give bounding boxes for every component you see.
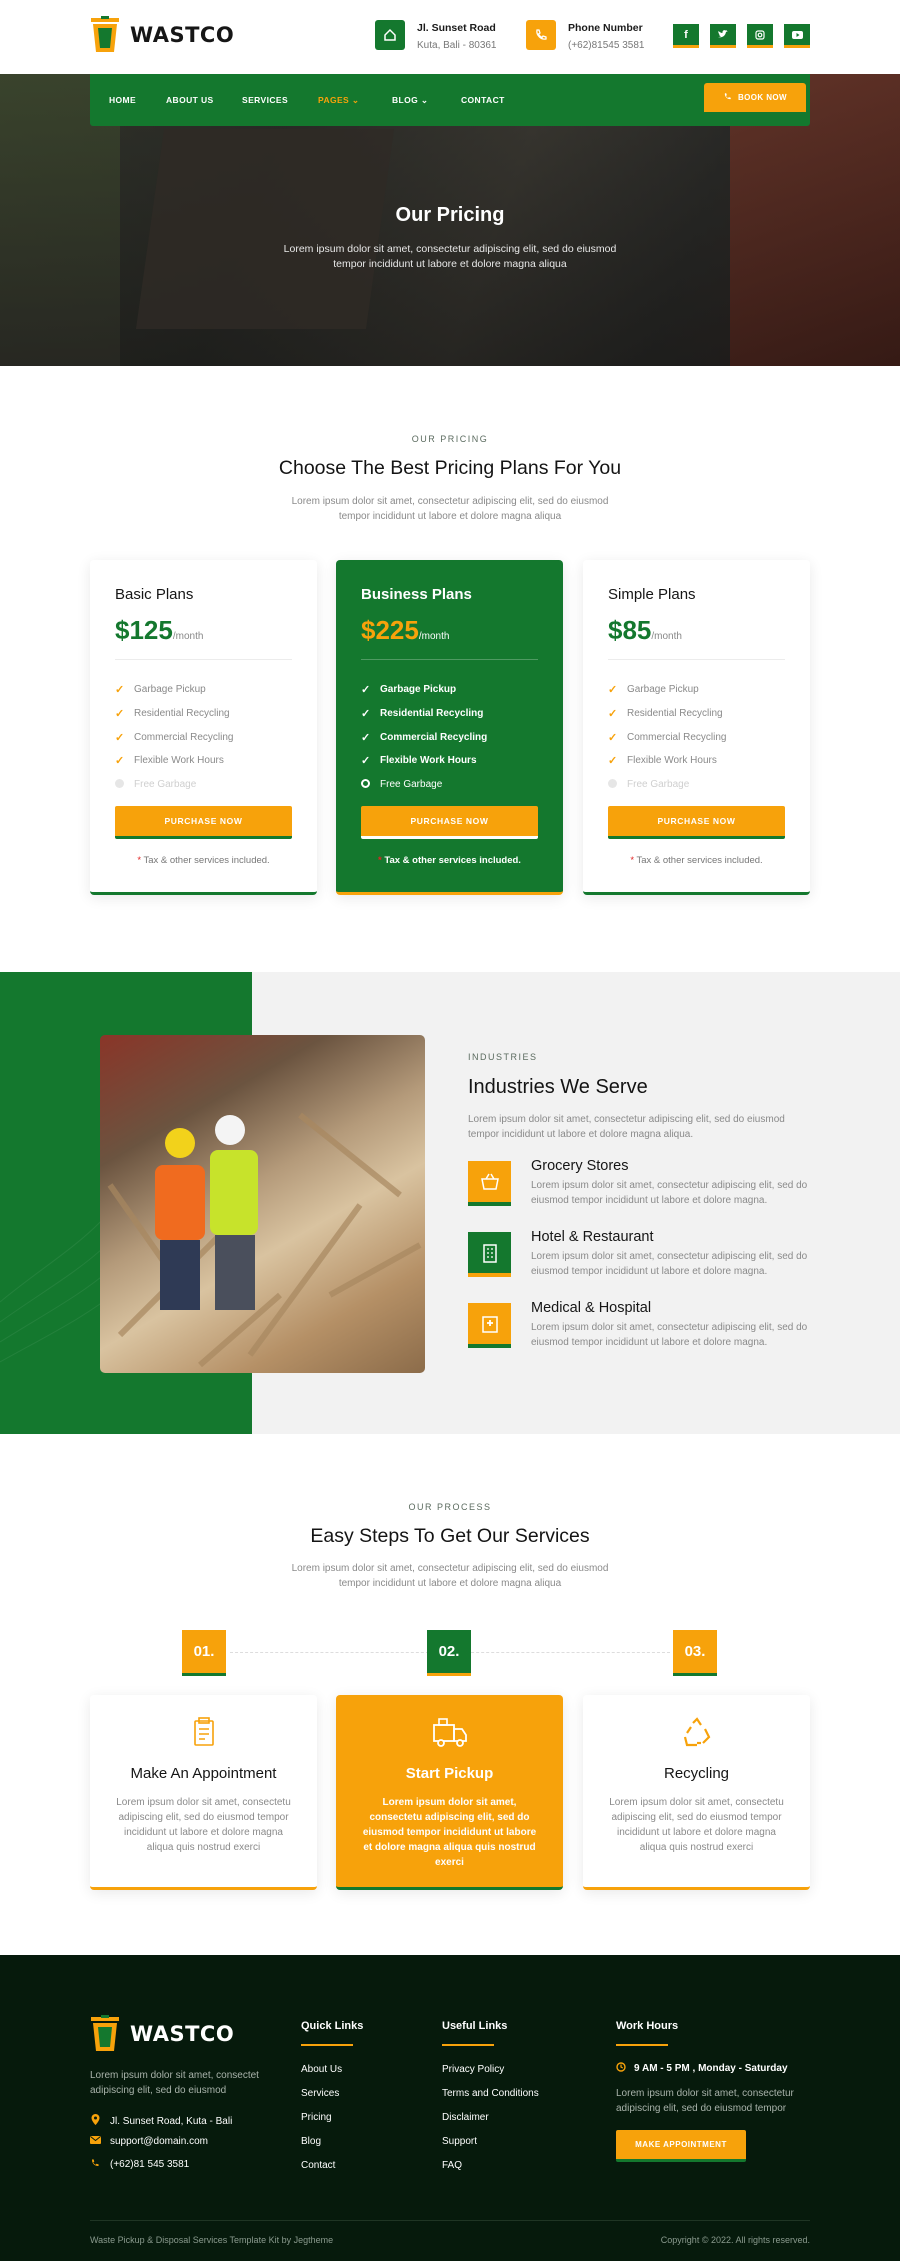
pricing-eyebrow: OUR PRICING bbox=[411, 434, 489, 444]
step-desc: Lorem ipsum dolor sit amet, consectetu adipiscing elit, sed do eiusmod tempor incididunt ut labore et dolore magna aliqua quis nostrud exerci bbox=[362, 1797, 537, 1868]
plan-feature bbox=[361, 749, 487, 773]
purchase-button[interactable]: PURCHASE NOW bbox=[361, 806, 538, 839]
check-icon: ✓ bbox=[361, 708, 371, 721]
pricing-heading: Choose The Best Pricing Plans For You bbox=[278, 457, 622, 479]
building-icon bbox=[468, 1232, 511, 1277]
address-sub: Kuta, Bali - 80361 bbox=[417, 40, 497, 51]
plan-note-text: Tax & other services included. bbox=[143, 855, 270, 866]
footer-divider bbox=[90, 2220, 810, 2221]
step-number: 01. bbox=[182, 1630, 226, 1676]
footer-email-text: support@domain.com bbox=[110, 2136, 208, 2147]
footer-link-support[interactable]: Support bbox=[442, 2136, 478, 2147]
divider bbox=[608, 659, 785, 660]
footer-link-faq[interactable]: FAQ bbox=[442, 2160, 463, 2171]
plan-feature-label: Free Garbage bbox=[134, 779, 197, 791]
nav-contact[interactable]: CONTACT bbox=[461, 95, 505, 105]
plan-price-period: /month bbox=[418, 631, 450, 642]
plan-feature-disabled bbox=[608, 773, 726, 797]
plan-feature-label: Residential Recycling bbox=[134, 708, 230, 720]
industry-item bbox=[468, 1158, 808, 1210]
check-icon: ✓ bbox=[115, 684, 125, 697]
footer-description: Lorem ipsum dolor sit amet, consectet adipiscing elit, sed do eiusmod bbox=[90, 2070, 259, 2096]
step-desc: Lorem ipsum dolor sit amet, consectetu adipiscing elit, sed do eiusmod tempor incididunt ut labore et dolore magna aliqua quis nostrud exerci bbox=[116, 1797, 291, 1853]
pricing-card-business bbox=[336, 560, 563, 895]
nav-pages-label: PAGES bbox=[318, 95, 350, 105]
nav-about[interactable]: ABOUT US bbox=[166, 95, 214, 105]
footer-address bbox=[90, 2114, 232, 2128]
make-appointment-button[interactable]: MAKE APPOINTMENT bbox=[616, 2130, 746, 2162]
instagram-icon[interactable] bbox=[747, 24, 773, 48]
youtube-icon[interactable] bbox=[784, 24, 810, 48]
footer-link-blog[interactable]: Blog bbox=[301, 2136, 322, 2147]
main-nav bbox=[90, 74, 810, 126]
plan-price bbox=[361, 615, 449, 646]
pricing-lead: Lorem ipsum dolor sit amet, consectetur adipiscing elit, sed do eiusmod tempor incididunt ut labore et dolore magna aliqua bbox=[291, 496, 609, 522]
purchase-button[interactable]: PURCHASE NOW bbox=[608, 806, 785, 839]
check-icon: ✓ bbox=[608, 684, 618, 697]
asterisk: * bbox=[630, 855, 635, 866]
brand-logo[interactable] bbox=[90, 16, 234, 54]
plan-price-value: $125 bbox=[115, 615, 173, 645]
book-now-label: BOOK NOW bbox=[738, 93, 787, 102]
industries-heading: Industries We Serve bbox=[468, 1076, 648, 1098]
plan-features bbox=[115, 678, 233, 796]
brand-name: WASTCO bbox=[130, 23, 235, 47]
garbage-truck-icon bbox=[336, 1717, 563, 1749]
plan-feature-label: Flexible Work Hours bbox=[134, 755, 224, 767]
plan-feature bbox=[115, 725, 233, 749]
plan-price bbox=[608, 615, 682, 646]
step-title: Start Pickup bbox=[405, 1765, 494, 1782]
phone-icon bbox=[90, 2158, 100, 2171]
nav-blog[interactable] bbox=[392, 95, 428, 106]
phone-icon bbox=[526, 20, 556, 50]
work-hours-title: Work Hours bbox=[616, 2020, 679, 2032]
circle-icon bbox=[608, 779, 618, 791]
plan-price-period: /month bbox=[172, 631, 204, 642]
footer-phone-text: (+62)81 545 3581 bbox=[110, 2159, 190, 2170]
footer-email[interactable] bbox=[90, 2136, 208, 2147]
twitter-icon[interactable] bbox=[710, 24, 736, 48]
check-icon: ✓ bbox=[608, 708, 618, 721]
plan-feature bbox=[361, 725, 487, 749]
useful-links-title: Useful Links bbox=[442, 2020, 508, 2032]
address-title: Jl. Sunset Road bbox=[417, 22, 496, 34]
check-icon: ✓ bbox=[608, 731, 618, 744]
industry-title: Medical & Hospital bbox=[531, 1300, 652, 1316]
step-card bbox=[336, 1695, 563, 1890]
plan-feature bbox=[115, 678, 233, 702]
check-icon: ✓ bbox=[115, 708, 125, 721]
mail-icon bbox=[90, 2136, 100, 2147]
title-underline bbox=[442, 2044, 494, 2046]
process-lead: Lorem ipsum dolor sit amet, consectetur adipiscing elit, sed do eiusmod tempor incididunt ut labore et dolore magna aliqua bbox=[291, 1563, 609, 1589]
plan-feature bbox=[608, 702, 726, 726]
plan-price-period: /month bbox=[651, 631, 682, 642]
divider bbox=[115, 659, 292, 660]
plan-note bbox=[90, 855, 317, 866]
work-hours bbox=[616, 2062, 788, 2075]
step-number: 03. bbox=[673, 1630, 717, 1676]
home-icon bbox=[375, 20, 405, 50]
circle-icon bbox=[115, 779, 125, 791]
brand-name: WASTCO bbox=[130, 2022, 235, 2046]
workers-photo bbox=[100, 1035, 425, 1373]
plan-feature bbox=[608, 725, 726, 749]
step-card bbox=[90, 1695, 317, 1890]
plan-note-text: Tax & other services included. bbox=[636, 855, 763, 866]
footer-link-services[interactable]: Services bbox=[301, 2088, 340, 2099]
bin-logo-icon bbox=[90, 16, 120, 54]
appointment-icon bbox=[90, 1717, 317, 1749]
step-desc: Lorem ipsum dolor sit amet, consectetu adipiscing elit, sed do eiusmod tempor incididunt ut labore et dolore magna aliqua quis nostrud exerci bbox=[609, 1797, 784, 1853]
quick-links-title: Quick Links bbox=[301, 2020, 364, 2032]
hospital-icon bbox=[468, 1303, 511, 1348]
nav-blog-label: BLOG bbox=[392, 95, 419, 105]
facebook-icon[interactable]: f bbox=[673, 24, 699, 48]
nav-pages[interactable] bbox=[318, 95, 359, 106]
plan-feature bbox=[361, 678, 487, 702]
step-number: 02. bbox=[427, 1630, 471, 1676]
pricing-card-simple bbox=[583, 560, 810, 895]
recycle-icon bbox=[583, 1717, 810, 1749]
phone-sub[interactable]: (+62)81545 3581 bbox=[568, 40, 645, 51]
footer-link-contact[interactable]: Contact bbox=[301, 2160, 336, 2171]
industries-lead: Lorem ipsum dolor sit amet, consectetur adipiscing elit, sed do eiusmod tempor incididunt ut labore et dolore magna aliqua. bbox=[468, 1114, 785, 1140]
footer-link-about[interactable]: About Us bbox=[301, 2064, 343, 2075]
footer-phone[interactable] bbox=[90, 2158, 189, 2171]
circle-icon bbox=[361, 779, 371, 791]
plan-features bbox=[361, 678, 487, 796]
page-title: Our Pricing bbox=[395, 204, 505, 226]
chevron-down-icon: ⌄ bbox=[420, 95, 429, 105]
plan-feature bbox=[608, 678, 726, 702]
work-hours-text: 9 AM - 5 PM , Monday - Saturday bbox=[634, 2063, 788, 2074]
plan-feature-label: Flexible Work Hours bbox=[627, 755, 717, 767]
industry-desc: Lorem ipsum dolor sit amet, consectetur adipiscing elit, sed do eiusmod tempor incididunt ut labore et dolore magna. bbox=[531, 1180, 808, 1206]
shopping-basket-icon bbox=[468, 1161, 511, 1206]
check-icon: ✓ bbox=[608, 755, 618, 768]
top-bar bbox=[0, 0, 900, 74]
plan-feature-label: Residential Recycling bbox=[627, 708, 723, 720]
plan-feature-label: Commercial Recycling bbox=[134, 731, 234, 743]
industry-item bbox=[468, 1229, 808, 1281]
plan-feature bbox=[361, 702, 487, 726]
plan-feature-label: Garbage Pickup bbox=[134, 684, 206, 696]
footer-link-pricing[interactable]: Pricing bbox=[301, 2112, 332, 2123]
pricing-card-basic bbox=[90, 560, 317, 895]
check-icon: ✓ bbox=[361, 755, 371, 768]
plan-feature-label: Free Garbage bbox=[627, 779, 690, 791]
page-hero bbox=[0, 74, 900, 366]
divider bbox=[361, 659, 538, 660]
clock-icon bbox=[616, 2062, 626, 2075]
industry-desc: Lorem ipsum dolor sit amet, consectetur adipiscing elit, sed do eiusmod tempor incididunt ut labore et dolore magna. bbox=[531, 1322, 808, 1348]
asterisk: * bbox=[137, 855, 142, 866]
footer-link-disclaimer[interactable]: Disclaimer bbox=[442, 2112, 489, 2123]
step-title: Make An Appointment bbox=[130, 1765, 277, 1782]
site-footer bbox=[0, 1955, 900, 2261]
footer-copyright: Copyright © 2022. All rights reserved. bbox=[660, 2235, 810, 2245]
plan-feature-label: Garbage Pickup bbox=[380, 684, 457, 696]
asterisk: * bbox=[378, 855, 382, 866]
plan-feature-label: Residential Recycling bbox=[380, 708, 484, 720]
plan-feature-disabled bbox=[115, 773, 233, 797]
plan-feature bbox=[115, 749, 233, 773]
plan-note-text: Tax & other services included. bbox=[384, 855, 521, 866]
check-icon: ✓ bbox=[361, 684, 371, 697]
plan-note bbox=[583, 855, 810, 866]
header-address bbox=[375, 20, 497, 51]
plan-feature-label: Free Garbage bbox=[380, 779, 443, 791]
industry-title: Grocery Stores bbox=[531, 1158, 629, 1174]
social-links bbox=[673, 24, 810, 48]
book-now-button[interactable] bbox=[704, 83, 806, 115]
plan-feature-label: Flexible Work Hours bbox=[380, 755, 477, 767]
plan-feature bbox=[608, 749, 726, 773]
header-phone bbox=[526, 20, 644, 51]
footer-address-text: Jl. Sunset Road, Kuta - Bali bbox=[110, 2115, 233, 2127]
work-hours-desc: Lorem ipsum dolor sit amet, consectetur adipiscing elit, sed do eiusmod tempor bbox=[616, 2088, 794, 2114]
process-heading: Easy Steps To Get Our Services bbox=[310, 1525, 590, 1547]
step-title: Recycling bbox=[663, 1765, 730, 1782]
industry-title: Hotel & Restaurant bbox=[531, 1229, 654, 1245]
title-underline bbox=[616, 2044, 668, 2046]
plan-name: Basic Plans bbox=[115, 586, 194, 603]
chevron-down-icon: ⌄ bbox=[351, 95, 360, 105]
plan-features bbox=[608, 678, 726, 796]
plan-note bbox=[336, 855, 563, 866]
plan-feature-label: Garbage Pickup bbox=[627, 684, 699, 696]
plan-feature-label: Commercial Recycling bbox=[627, 731, 727, 743]
phone-title: Phone Number bbox=[568, 22, 643, 34]
plan-name: Business Plans bbox=[361, 586, 472, 603]
step-card bbox=[583, 1695, 810, 1890]
plan-feature-label: Commercial Recycling bbox=[380, 731, 488, 743]
plan-price bbox=[115, 615, 203, 646]
plan-name: Simple Plans bbox=[608, 586, 696, 603]
check-icon: ✓ bbox=[361, 731, 371, 744]
plan-feature bbox=[115, 702, 233, 726]
footer-credit: Waste Pickup & Disposal Services Template Kit by Jegtheme bbox=[90, 2235, 334, 2245]
check-icon: ✓ bbox=[115, 731, 125, 744]
industries-section bbox=[0, 972, 900, 1434]
industry-item bbox=[468, 1300, 808, 1352]
map-pin-icon bbox=[90, 2114, 100, 2128]
footer-link-privacy[interactable]: Privacy Policy bbox=[442, 2064, 505, 2075]
plan-feature-disabled bbox=[361, 773, 487, 797]
nav-home[interactable]: HOME bbox=[109, 95, 137, 105]
industry-desc: Lorem ipsum dolor sit amet, consectetur adipiscing elit, sed do eiusmod tempor incididunt ut labore et dolore magna. bbox=[531, 1251, 808, 1277]
process-eyebrow: OUR PROCESS bbox=[408, 1502, 492, 1512]
title-underline bbox=[301, 2044, 353, 2046]
footer-logo[interactable] bbox=[90, 2015, 234, 2053]
check-icon: ✓ bbox=[115, 755, 125, 768]
purchase-button[interactable]: PURCHASE NOW bbox=[115, 806, 292, 839]
footer-link-terms[interactable]: Terms and Conditions bbox=[442, 2088, 539, 2099]
industries-eyebrow: INDUSTRIES bbox=[468, 1052, 538, 1062]
plan-price-value: $85 bbox=[608, 615, 652, 645]
hero-description: Lorem ipsum dolor sit amet, consectetur adipiscing elit, sed do eiusmod tempor incididunt ut labore et dolore magna aliqua bbox=[283, 243, 617, 270]
nav-services[interactable]: SERVICES bbox=[242, 95, 289, 105]
phone-icon bbox=[723, 92, 732, 103]
bin-logo-icon bbox=[90, 2015, 120, 2053]
plan-price-value: $225 bbox=[361, 615, 419, 645]
